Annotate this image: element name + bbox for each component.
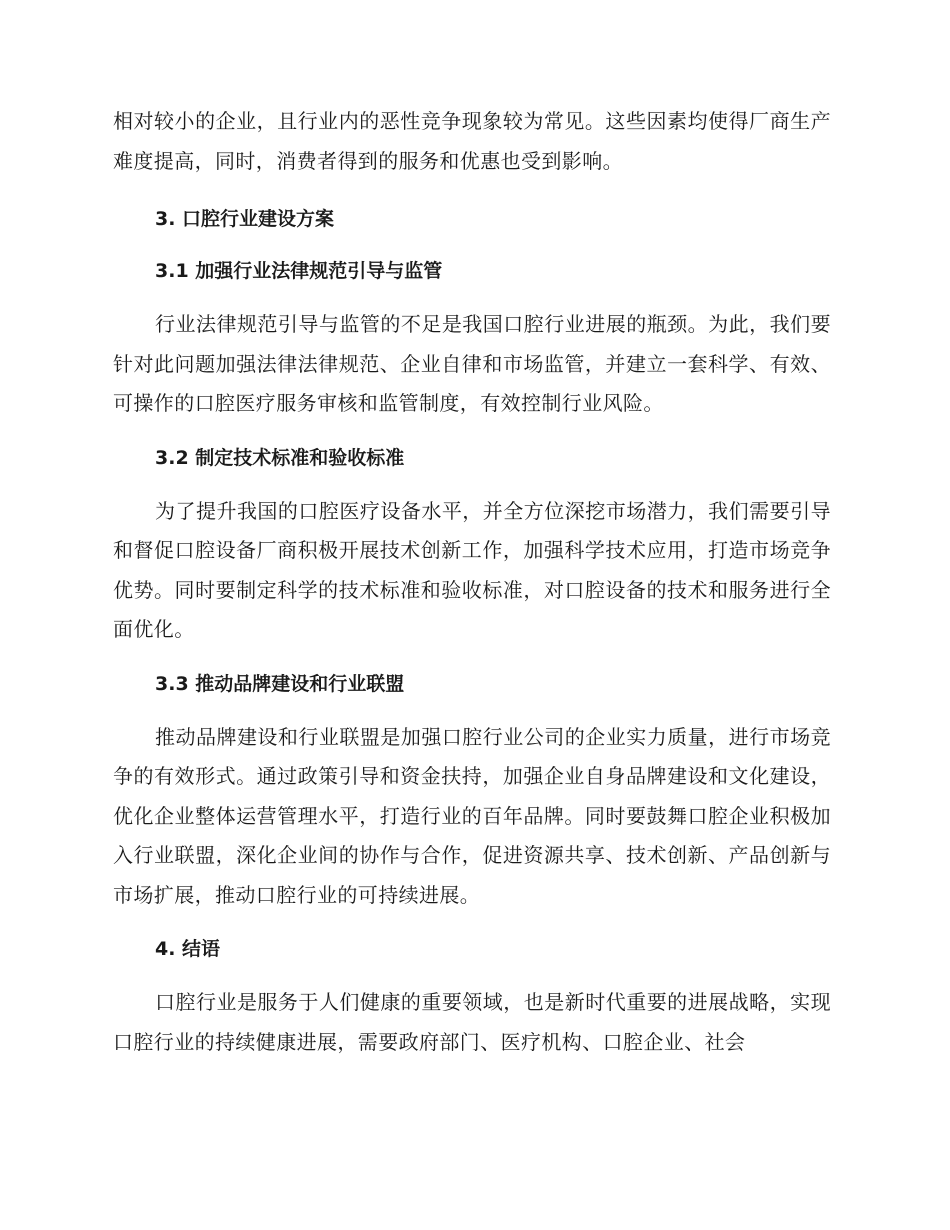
section-heading-3-1: 3.1 加强行业法律规范引导与监管 [155, 260, 443, 282]
paragraph-3-1: 行业法律规范引导与监管的不足是我国口腔行业进展的瓶颈。为此，我们要针对此问题加强法律法律规范、企业自律和市场监管，并建立一套科学、有效、可操作的口腔医疗服务审核和监管制度，有效控制行业风险。 [113, 312, 831, 415]
paragraph-intro-continuation: 相对较小的企业，且行业内的恶性竞争现象较为常见。这些因素均使得厂商生产难度提高，同时，消费者得到的服务和优惠也受到影响。 [113, 109, 831, 173]
paragraph-3-3: 推动品牌建设和行业联盟是加强口腔行业公司的企业实力质量，进行市场竞争的有效形式。通过政策引导和资金扶持，加强企业自身品牌建设和文化建设，优化企业整体运营管理水平，打造行业的百年品牌。同时要鼓舞口腔企业积极加入行业联盟，深化企业间的协作与合作，促进资源共享、技术创新、产品创新与市场扩展，推动口腔行业的可持续进展。 [113, 724, 831, 907]
section-heading-3-2: 3.2 制定技术标准和验收标准 [155, 446, 405, 469]
document-page [113, 102, 831, 1062]
paragraph-3-2: 为了提升我国的口腔医疗设备水平，并全方位深挖市场潜力，我们需要引导和督促口腔设备厂商积极开展技术创新工作，加强科学技术应用，打造市场竞争优势。同时要制定科学的技术标准和验收标准，对口腔设备的技术和服务进行全面优化。 [113, 498, 831, 641]
section-heading-3-3: 3.3 推动品牌建设和行业联盟 [155, 672, 405, 695]
paragraph-conclusion: 口腔行业是服务于人们健康的重要领域，也是新时代重要的进展战略，实现口腔行业的持续健康进展，需要政府部门、医疗机构、口腔企业、社会 [113, 990, 831, 1054]
section-heading-4: 4. 结语 [155, 938, 221, 960]
section-heading-3: 3. 口腔行业建设方案 [155, 208, 335, 230]
